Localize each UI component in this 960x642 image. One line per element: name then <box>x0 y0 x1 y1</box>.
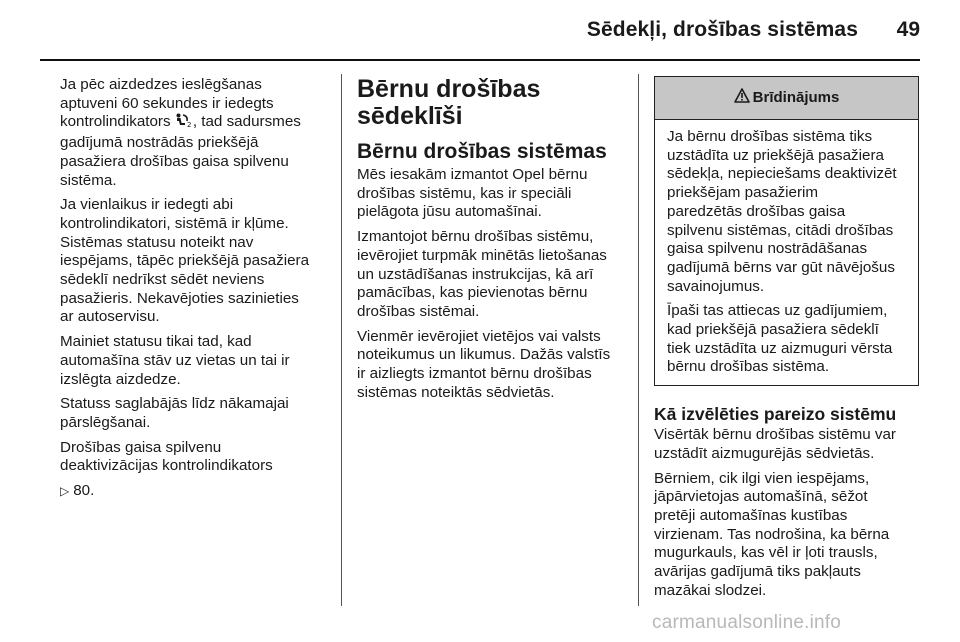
column-divider-2 <box>638 74 639 606</box>
paragraph-local-rules: Vienmēr ievērojiet vietējos vai valsts noteikumus un likumus. Dažās valstīs ir aizliegts izmantot bērnu drošības sistēmas noteiktās sēdvietās. <box>357 327 611 401</box>
column-right <box>654 76 919 606</box>
column-left <box>60 76 336 507</box>
page-number: 49 <box>896 18 920 41</box>
paragraph-change-status: Mainiet statusu tikai tad, kad automašīna stāv uz vietas un tai ir izslēgta aizdedze. <box>60 333 290 388</box>
paragraph-instructions: Izmantojot bērnu drošības sistēmu, ievērojiet turpmāk minētās lietošanas un uzstādīšanas instrukcijas, kā arī pamācības, kas pievienotas bērnu drošības sistēmai. <box>357 228 607 320</box>
heading-choose-system: Kā izvēlēties pareizo sistēmu <box>654 404 897 425</box>
passenger-airbag-on-icon <box>175 113 192 134</box>
header-rule <box>40 59 920 61</box>
page-reference-number: 80. <box>73 482 95 500</box>
column-middle <box>357 76 632 408</box>
warning-paragraph-deactivate: Ja bērnu drošības sistēma tiks uzstādīta uz priekšējā pasažiera sēdekļa, nepieciešams deaktivizēt priekšējam pasažierim paredzētās drošības gaisa spilvenu sistēmas, citādi drošības gaisa spilvenu nostrādāšanas gadījumā bērns var gūt nāvējošus savainojumus. <box>667 128 897 295</box>
reference-arrow-icon: ▷ <box>60 484 70 499</box>
paragraph-status-saved: Statuss saglabājās līdz nākamajai pārslēgšanai. <box>60 395 289 431</box>
subsection-title: Bērnu drošības sistēmas <box>357 140 607 163</box>
warning-box <box>654 76 919 386</box>
watermark: carmanualsonline.info <box>652 612 842 633</box>
paragraph-rear-seats: Visērtāk bērnu drošības sistēmu var uzstādīt aizmugurējās sēdvietās. <box>654 426 896 462</box>
warning-triangle-icon <box>734 88 750 109</box>
warning-header <box>655 77 918 120</box>
page-header <box>0 0 960 62</box>
paragraph-fault: Ja vienlaikus ir iedegti abi kontrolindikatori, sistēmā ir kļūme. Sistēmas statusu noteikt nav iespējams, tāpēc priekšējā pasažiera sēdeklī nedrīkst sēdēt neviens pasažieris. Nekavējoties sazinieties ar autoservisu. <box>60 196 310 326</box>
section-title: Bērnu drošības sēdeklīši <box>357 75 541 130</box>
page-title: Sēdekļi, drošības sistēmas <box>586 18 858 41</box>
warning-title: Brīdinājums <box>752 88 840 106</box>
paragraph-rear-facing: Bērniem, cik ilgi vien iespējams, jāpārvietojas automašīnā, sēžot pretēji automašīnas kustības virzienam. Tas nodrošina, ka bērna mugurkauls, kas vēl ir ļoti trausls, avārijas gadījumā tiks pakļauts mazākai slodzei. <box>654 469 890 599</box>
column-divider-1 <box>341 74 342 606</box>
page-reference[interactable] <box>60 482 336 501</box>
warning-body <box>655 120 918 385</box>
paragraph-text: Ja pēc aizdedzes ieslēgšanas aptuveni 60 sekundes ir iedegts kontrolindikators <box>60 76 274 131</box>
svg-text:2: 2 <box>186 121 192 129</box>
paragraph-deactivation-indicator: Drošības gaisa spilvenu deaktivizācijas kontrolindikators <box>60 438 273 475</box>
paragraph-airbag-on <box>60 76 336 190</box>
paragraph-recommendation: Mēs iesakām izmantot Opel bērnu drošības sistēmu, kas ir speciāli pielāgota jūsu automašīnai. <box>357 166 588 221</box>
warning-paragraph-rear-facing: Īpaši tas attiecas uz gadījumiem, kad priekšējā pasažiera sēdeklī tiek uzstādīta uz aizmuguri vērsta bērnu drošības sistēma. <box>667 302 893 376</box>
paragraph-text: , tad sadursmes gadījumā nostrādās priekšējā pasažiera drošības gaisa spilvenu sistēma. <box>60 113 301 189</box>
